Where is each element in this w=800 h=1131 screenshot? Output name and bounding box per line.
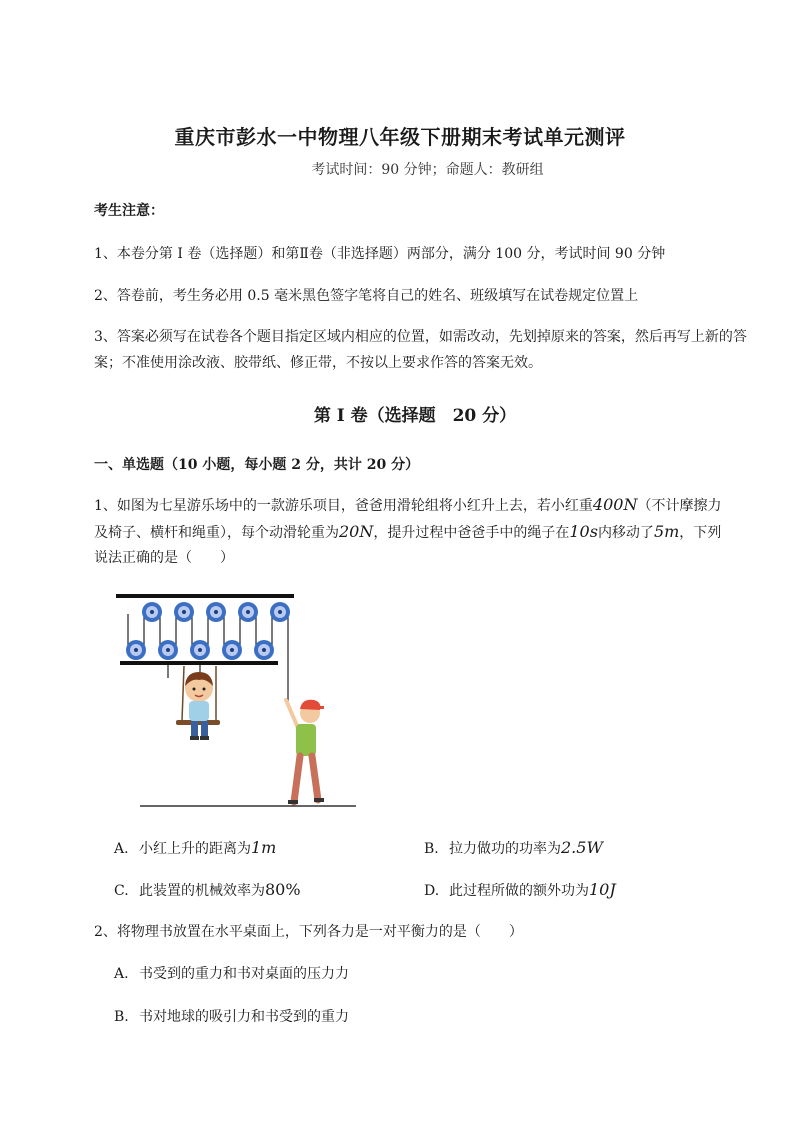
option-text: 书对地球的吸引力和书受到的重力 [139, 1009, 349, 1025]
question-2-stem: 2、将物理书放置在水平桌面上，下列各力是一对平衡力的是（ ） [94, 924, 523, 940]
father-figure [286, 698, 324, 804]
option-value: 10J [589, 880, 616, 899]
q1-option-d[interactable] [424, 880, 616, 901]
q1-option-a[interactable] [114, 838, 276, 859]
notice-item-3: 3、答案必须写在试卷各个题目指定区域内相应的位置，如需改动，先划掉原来的答案，然后再写上新的答案；不准使用涂改液、胶带纸、修正带，不按以上要求作答的答案无效。 [94, 329, 747, 371]
q1-distance: 5m [653, 522, 680, 541]
option-value: 80% [265, 880, 301, 899]
option-label: A. [114, 841, 129, 857]
q1-weight: 400N [592, 495, 638, 514]
q1-text: ，提升过程中爸爸手中的绳子在 [373, 525, 570, 541]
option-text: 此装置的机械效率为 [139, 883, 265, 899]
notice-heading: 考生注意： [94, 203, 164, 219]
option-text: 拉力做功的功率为 [449, 841, 561, 857]
question-1-line-3: 说法正确的是（ ） [94, 550, 234, 566]
option-text: 书受到的重力和书对桌面的压力力 [139, 966, 349, 982]
option-value: 1m [251, 838, 277, 857]
notice-item-2: 2、答卷前，考生务必用 0.5 毫米黑色签字笔将自己的姓名、班级填写在试卷规定位置上 [94, 288, 639, 304]
q1-time: 10s [569, 522, 598, 541]
page-title: 重庆市彭水一中物理八年级下册期末考试单元测评 [174, 125, 626, 149]
movable-pulleys [126, 640, 274, 660]
q1-pulley-weight: 20N [339, 522, 374, 541]
q1-option-b[interactable] [424, 838, 603, 859]
option-label: C. [114, 883, 129, 899]
question-1-line-1 [94, 495, 721, 516]
q1-text: 1、如图为七星游乐场中的一款游乐项目，爸爸用滑轮组将小红升上去，若小红重 [94, 498, 593, 514]
movable-beam [120, 661, 278, 665]
option-label: B. [114, 1009, 129, 1025]
q2-option-b[interactable] [114, 1007, 349, 1027]
q1-text: ，下列 [679, 525, 722, 541]
option-label: B. [424, 841, 439, 857]
q1-option-c[interactable] [114, 880, 301, 901]
q1-text: 内移动了 [597, 525, 654, 541]
pulley-illustration [110, 588, 365, 813]
part-heading: 一、单选题（10 小题，每小题 2 分，共计 20 分） [94, 457, 420, 473]
section-title: 第 I 卷（选择题 20 分） [313, 406, 517, 426]
question-1-line-2 [94, 522, 721, 543]
top-beam [116, 594, 294, 598]
exam-info: 考试时间：90 分钟；命题人：教研组 [311, 162, 544, 178]
option-text: 此过程所做的额外功为 [449, 883, 589, 899]
q2-option-a[interactable] [114, 964, 349, 984]
fixed-pulleys [142, 602, 290, 622]
q1-text: 及椅子、横杆和绳重），每个动滑轮重为 [94, 525, 339, 541]
q1-text: （不计摩擦力 [637, 498, 722, 514]
option-label: A. [114, 966, 129, 982]
notice-item-1: 1、本卷分第 I 卷（选择题）和第Ⅱ卷（非选择题）两部分，满分 100 分，考试时间 90 分钟 [94, 246, 666, 262]
option-text: 小红上升的距离为 [139, 841, 251, 857]
option-label: D. [424, 883, 440, 899]
option-value: 2.5W [561, 838, 603, 857]
